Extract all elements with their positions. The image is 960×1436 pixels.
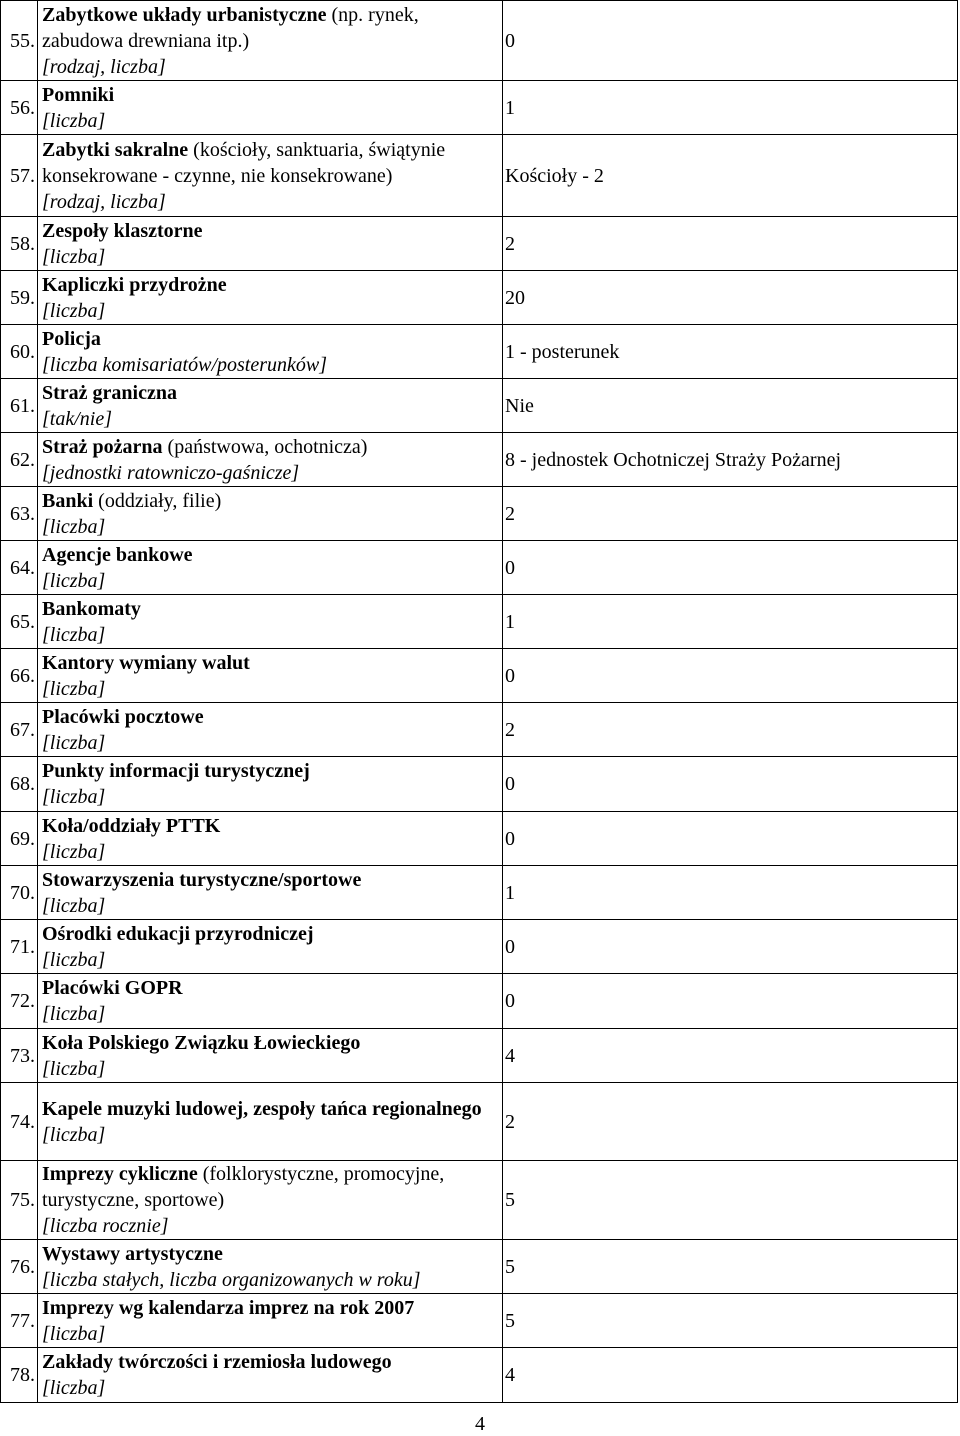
row-title: Imprezy cykliczne <box>42 1163 198 1185</box>
row-description <box>38 1 503 81</box>
row-hint: [liczba] <box>42 1057 106 1080</box>
row-number: 70. <box>1 866 38 920</box>
row-description <box>38 217 503 271</box>
row-description <box>38 703 503 757</box>
row-title: Straż pożarna <box>42 435 163 458</box>
table-row <box>1 1240 958 1294</box>
row-value: 2 <box>503 217 958 271</box>
row-description <box>38 649 503 703</box>
row-description <box>38 135 503 217</box>
row-value: 8 - jednostek Ochotniczej Straży Pożarnej <box>503 433 958 487</box>
row-title-detail: (państwowa, ochotnicza) <box>162 435 368 458</box>
row-number: 66. <box>1 649 38 703</box>
row-title: Bankomaty <box>42 597 141 620</box>
row-description <box>38 812 503 866</box>
row-hint: [liczba] <box>42 677 106 700</box>
survey-table-body <box>1 1 958 1403</box>
row-number: 68. <box>1 757 38 812</box>
row-value: 0 <box>503 1 958 81</box>
row-description-continuation: konsekrowane - czynne, nie konsekrowane) <box>42 164 393 187</box>
table-row <box>1 812 958 866</box>
row-value: 1 - posterunek <box>503 325 958 379</box>
row-description <box>38 1348 503 1403</box>
row-value: 0 <box>503 541 958 595</box>
row-hint: [jednostki ratowniczo-gaśnicze] <box>42 461 300 484</box>
table-row <box>1 433 958 487</box>
table-row <box>1 1348 958 1403</box>
row-hint: [liczba] <box>42 948 106 971</box>
row-hint: [liczba] <box>42 623 106 646</box>
row-description <box>38 1029 503 1083</box>
row-number: 56. <box>1 81 38 135</box>
table-row <box>1 703 958 757</box>
row-hint: [rodzaj, liczba] <box>42 55 166 78</box>
table-row <box>1 1161 958 1240</box>
row-title: Kapele muzyki ludowej, zespoły tańca regionalnego <box>42 1097 482 1120</box>
row-description <box>38 866 503 920</box>
row-title-detail: (np. rynek, <box>326 3 419 26</box>
row-title: Wystawy artystyczne <box>42 1242 223 1265</box>
row-description <box>38 974 503 1029</box>
row-value: 2 <box>503 487 958 541</box>
row-value: 5 <box>503 1294 958 1348</box>
row-hint: [liczba] <box>42 299 106 322</box>
row-description <box>38 487 503 541</box>
table-row <box>1 1083 958 1161</box>
row-number: 69. <box>1 812 38 866</box>
row-value: 0 <box>503 649 958 703</box>
row-title: Ośrodki edukacji przyrodniczej <box>42 922 314 945</box>
row-hint: [liczba] <box>42 515 106 538</box>
row-title: Policja <box>42 327 101 350</box>
table-row <box>1 325 958 379</box>
row-description <box>38 1083 503 1161</box>
row-value: 0 <box>503 812 958 866</box>
row-title-detail: (kościoły, sanktuaria, świątynie <box>188 138 446 161</box>
table-row <box>1 541 958 595</box>
table-row <box>1 1029 958 1083</box>
row-title: Zabytki sakralne <box>42 138 189 161</box>
table-row <box>1 271 958 325</box>
row-number: 57. <box>1 135 38 217</box>
row-value: 1 <box>503 595 958 649</box>
table-row <box>1 757 958 812</box>
row-value: 1 <box>503 866 958 920</box>
table-row <box>1 974 958 1029</box>
row-value: 2 <box>503 703 958 757</box>
row-value: 4 <box>503 1348 958 1403</box>
row-number: 58. <box>1 217 38 271</box>
row-title: Zabytkowe układy urbanistyczne <box>42 3 327 26</box>
table-row <box>1 920 958 974</box>
row-description <box>38 757 503 812</box>
row-title: Koła Polskiego Związku Łowieckiego <box>42 1031 361 1054</box>
row-number: 60. <box>1 325 38 379</box>
row-title: Zakłady twórczości i rzemiosła ludowego <box>42 1351 392 1373</box>
row-hint: [liczba] <box>42 786 106 808</box>
row-hint: [liczba stałych, liczba organizowanych w roku] <box>42 1268 421 1291</box>
row-value: 1 <box>503 81 958 135</box>
row-number: 55. <box>1 1 38 81</box>
row-number: 67. <box>1 703 38 757</box>
row-value: 5 <box>503 1161 958 1240</box>
row-number: 71. <box>1 920 38 974</box>
row-description <box>38 271 503 325</box>
row-hint: [tak/nie] <box>42 407 112 430</box>
row-number: 78. <box>1 1348 38 1403</box>
table-row <box>1 81 958 135</box>
row-title: Banki <box>42 489 94 512</box>
row-hint: [liczba] <box>42 1123 106 1146</box>
row-description <box>38 433 503 487</box>
row-description <box>38 379 503 433</box>
row-title: Imprezy wg kalendarza imprez na rok 2007 <box>42 1296 415 1319</box>
row-number: 74. <box>1 1083 38 1161</box>
row-title: Placówki GOPR <box>42 977 183 999</box>
row-value: 20 <box>503 271 958 325</box>
row-hint: [liczba rocznie] <box>42 1215 169 1237</box>
row-description <box>38 1161 503 1240</box>
row-value: 0 <box>503 920 958 974</box>
row-hint: [liczba] <box>42 109 106 132</box>
table-row <box>1 1 958 81</box>
row-value: Nie <box>503 379 958 433</box>
table-row <box>1 135 958 217</box>
row-title: Straż graniczna <box>42 381 177 404</box>
table-row <box>1 1294 958 1348</box>
table-row <box>1 649 958 703</box>
row-title: Koła/oddziały PTTK <box>42 814 221 837</box>
row-number: 75. <box>1 1161 38 1240</box>
row-value: 4 <box>503 1029 958 1083</box>
table-row <box>1 379 958 433</box>
row-number: 73. <box>1 1029 38 1083</box>
row-hint: [liczba] <box>42 1322 106 1345</box>
table-row <box>1 487 958 541</box>
row-hint: [liczba] <box>42 840 106 863</box>
row-number: 62. <box>1 433 38 487</box>
row-hint: [rodzaj, liczba] <box>42 190 166 213</box>
row-number: 77. <box>1 1294 38 1348</box>
table-row <box>1 866 958 920</box>
row-description <box>38 81 503 135</box>
row-number: 61. <box>1 379 38 433</box>
row-hint: [liczba] <box>42 1377 106 1399</box>
row-description <box>38 325 503 379</box>
row-title: Stowarzyszenia turystyczne/sportowe <box>42 868 362 891</box>
row-hint: [liczba] <box>42 894 106 917</box>
row-number: 76. <box>1 1240 38 1294</box>
row-description <box>38 595 503 649</box>
page-number: 4 <box>475 1413 485 1435</box>
row-title-detail: (folklorystyczne, promocyjne, <box>197 1163 445 1185</box>
row-hint: [liczba] <box>42 1003 106 1025</box>
row-value: 5 <box>503 1240 958 1294</box>
row-title: Agencje bankowe <box>42 543 193 566</box>
row-title: Zespoły klasztorne <box>42 219 203 242</box>
row-description <box>38 920 503 974</box>
row-description-continuation: turystyczne, sportowe) <box>42 1189 225 1211</box>
table-row <box>1 217 958 271</box>
table-row <box>1 595 958 649</box>
row-number: 72. <box>1 974 38 1029</box>
row-description <box>38 1240 503 1294</box>
row-title-detail: (oddziały, filie) <box>93 489 222 512</box>
row-value: Kościoły - 2 <box>503 135 958 217</box>
row-hint: [liczba] <box>42 731 106 754</box>
row-title: Pomniki <box>42 83 115 106</box>
row-description <box>38 1294 503 1348</box>
row-title: Punkty informacji turystycznej <box>42 760 310 782</box>
row-hint: [liczba komisariatów/posterunków] <box>42 353 328 376</box>
row-hint: [liczba] <box>42 569 106 592</box>
row-number: 64. <box>1 541 38 595</box>
row-value: 2 <box>503 1083 958 1161</box>
row-number: 65. <box>1 595 38 649</box>
row-description <box>38 541 503 595</box>
row-number: 63. <box>1 487 38 541</box>
row-value: 0 <box>503 757 958 812</box>
row-value: 0 <box>503 974 958 1029</box>
row-hint: [liczba] <box>42 245 106 268</box>
row-number: 59. <box>1 271 38 325</box>
row-description-continuation: zabudowa drewniana itp.) <box>42 29 250 52</box>
row-title: Placówki pocztowe <box>42 705 204 728</box>
row-title: Kapliczki przydrożne <box>42 273 227 296</box>
row-title: Kantory wymiany walut <box>42 651 250 674</box>
